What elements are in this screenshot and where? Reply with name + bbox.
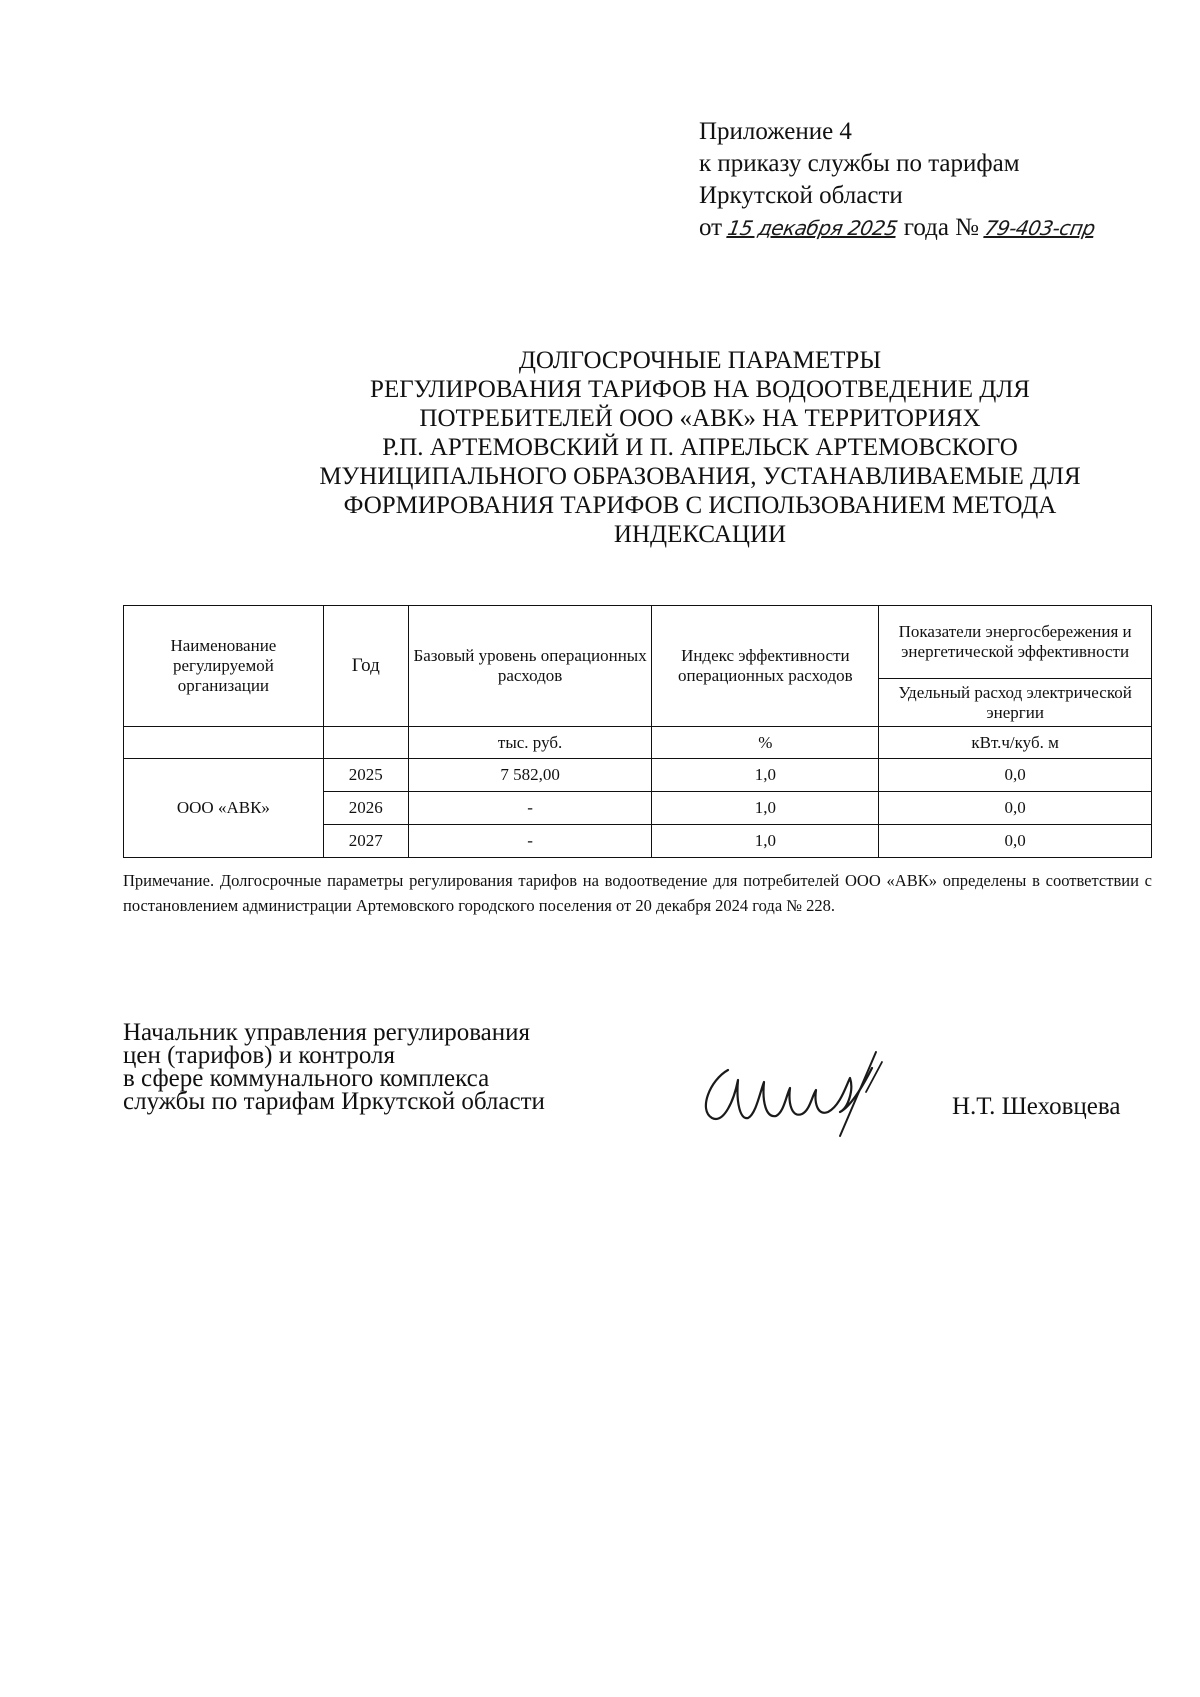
row-year: 2026 xyxy=(323,792,408,825)
handwritten-signature xyxy=(690,1040,920,1140)
unit-energy: кВт.ч/куб. м xyxy=(879,727,1152,759)
header-efficiency-index: Индекс эффективности операционных расходов xyxy=(652,606,879,727)
appendix-line-2: к приказу службы по тарифам xyxy=(699,150,1020,177)
header-energy-indicators: Показатели энергосбережения и энергетической эффективности xyxy=(879,606,1152,679)
row-index: 1,0 xyxy=(652,792,879,825)
appendix-order-line xyxy=(699,212,1179,244)
table-row xyxy=(124,759,1152,792)
header-year: Год xyxy=(323,606,408,727)
title-line: Р.П. АРТЕМОВСКИЙ И П. АПРЕЛЬСК АРТЕМОВСКОГО xyxy=(382,434,1018,461)
header-organization: Наименование регулируемой организации xyxy=(124,606,324,727)
units-empty-year xyxy=(323,727,408,759)
unit-base: тыс. руб. xyxy=(408,727,652,759)
appendix-from-prefix: от xyxy=(699,214,723,241)
row-base: - xyxy=(408,825,652,858)
footnote: Примечание. Долгосрочные параметры регулирования тарифов на водоотведение для потребителей ООО «АВК» определены в соответствии с постановлением администрации Артемовского городского поселения от 20 декабря 2024 года № 228. xyxy=(123,871,1152,915)
handwritten-order-number: 79-403-спр xyxy=(983,216,1098,240)
document-title xyxy=(230,346,1170,549)
row-year: 2025 xyxy=(323,759,408,792)
position-line: в сфере коммунального комплекса xyxy=(123,1065,490,1092)
title-line: ИНДЕКСАЦИИ xyxy=(613,521,787,548)
signatory-position xyxy=(123,1021,643,1113)
row-base: 7 582,00 xyxy=(408,759,652,792)
appendix-block xyxy=(699,116,1179,244)
row-year: 2027 xyxy=(323,825,408,858)
row-energy: 0,0 xyxy=(879,792,1152,825)
row-energy: 0,0 xyxy=(879,759,1152,792)
header-energy-consumption: Удельный расход электрической энергии xyxy=(879,679,1152,727)
appendix-line-3: Иркутской области xyxy=(699,182,903,209)
appendix-year-word: года № xyxy=(903,214,980,241)
position-line: службы по тарифам Иркутской области xyxy=(123,1088,545,1115)
unit-index: % xyxy=(652,727,879,759)
organization-name: ООО «АВК» xyxy=(124,759,324,858)
handwritten-date: 15 декабря 2025 xyxy=(726,216,900,240)
row-index: 1,0 xyxy=(652,825,879,858)
units-empty-org xyxy=(124,727,324,759)
header-base-level: Базовый уровень операционных расходов xyxy=(408,606,652,727)
row-index: 1,0 xyxy=(652,759,879,792)
parameters-table xyxy=(123,605,1152,858)
title-line: ПОТРЕБИТЕЛЕЙ ООО «АВК» НА ТЕРРИТОРИЯХ xyxy=(419,405,981,432)
appendix-line-1: Приложение 4 xyxy=(699,118,852,145)
position-line: Начальник управления регулирования xyxy=(123,1019,531,1046)
signatory-name: Н.Т. Шеховцева xyxy=(952,1093,1121,1120)
position-line: цен (тарифов) и контроля xyxy=(123,1042,395,1069)
title-line: ФОРМИРОВАНИЯ ТАРИФОВ С ИСПОЛЬЗОВАНИЕМ МЕТОДА xyxy=(343,492,1057,519)
row-base: - xyxy=(408,792,652,825)
title-line: РЕГУЛИРОВАНИЯ ТАРИФОВ НА ВОДООТВЕДЕНИЕ ДЛЯ xyxy=(370,376,1030,403)
title-line: ДОЛГОСРОЧНЫЕ ПАРАМЕТРЫ xyxy=(518,347,882,374)
title-line: МУНИЦИПАЛЬНОГО ОБРАЗОВАНИЯ, УСТАНАВЛИВАЕМЫЕ ДЛЯ xyxy=(319,463,1081,490)
row-energy: 0,0 xyxy=(879,825,1152,858)
